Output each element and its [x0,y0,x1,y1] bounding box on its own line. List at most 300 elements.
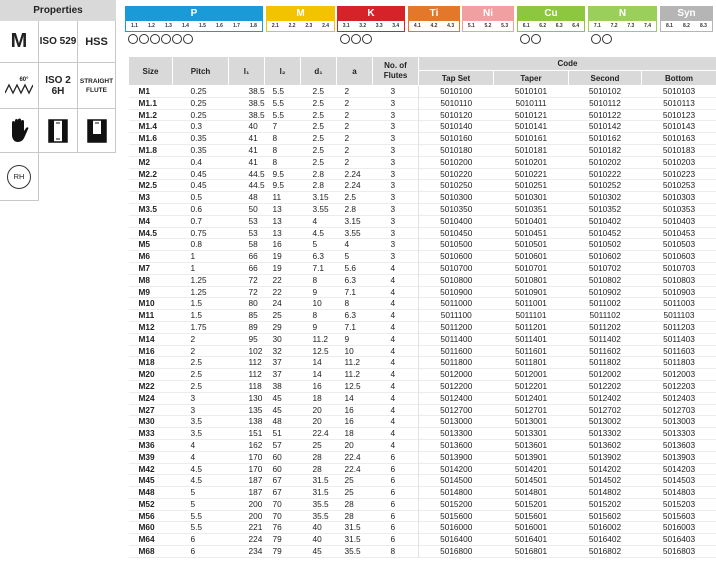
cell-tap-set: 5010180 [419,144,494,156]
cell-flutes: 6 [390,475,396,486]
cell-bottom: 5010453 [662,227,696,238]
subgroup: 2.2 [288,23,296,29]
cell-size: M1.8 [138,144,157,155]
right-hand-rotation-icon: RH [7,165,31,189]
cell-taper: 5011201 [515,321,547,332]
table-body [129,86,716,558]
cell-pitch: 4.5 [190,463,203,474]
subgroup: 6.1 [522,23,530,29]
material-subgroups-syn [660,20,713,32]
suitability-circle [351,34,361,44]
cell-flutes: 3 [390,86,396,96]
material-name: P [190,7,198,19]
cell-bottom: 5011803 [663,357,695,368]
cell-l1: 85 [248,310,258,321]
cell-size: M1.1 [138,97,157,108]
cell-flutes: 6 [390,522,396,533]
cell-l1: 102 [248,345,263,356]
cell-d1: 8 [312,274,318,285]
subgroup: 7.1 [593,23,601,29]
cell-flutes: 3 [390,227,396,238]
cell-pitch: 0.25 [190,86,207,96]
cell-bottom: 5016803 [662,546,696,557]
cell-l1: 44.5 [248,168,265,179]
cell-a: 4 [344,239,350,250]
cell-l2: 5.5 [272,97,285,108]
cell-tap-set: 5010450 [419,227,494,239]
cell-l2: 5.5 [272,86,285,96]
cell-second: 5010702 [588,262,622,273]
cell-a: 5.6 [344,262,357,273]
cell-l1: 130 [248,392,263,403]
cell-d1: 18 [312,392,322,403]
cell-a: 25 [344,487,354,498]
cell-second: 5014802 [588,487,622,498]
cell-l2: 67 [272,487,282,498]
subgroup: 4.1 [413,23,421,29]
cell-size: M45 [138,475,155,486]
table-row [129,463,716,475]
cell-pitch: 0.45 [190,180,207,191]
cell-d1: 10 [312,298,322,309]
cell-bottom: 5010903 [662,286,696,297]
cell-second: 5010902 [588,286,622,297]
cell-l1: 187 [248,487,263,498]
cell-l1: 200 [248,510,263,521]
cell-second: 5010162 [588,133,622,144]
table-row [129,534,716,546]
cell-pitch: 1 [190,262,196,273]
cell-bottom: 5012703 [662,404,696,415]
cell-pitch: 2.5 [190,380,203,391]
cell-size: M27 [138,404,155,415]
suitability-circle [128,34,138,44]
cell-d1: 4 [312,215,318,226]
cell-size: M1 [138,86,151,96]
tolerance-label: ISO 2 6H [39,63,78,109]
cell-bottom: 5013303 [662,428,696,439]
cell-a: 6.3 [344,310,357,321]
cell-size: M12 [138,321,155,332]
thread-profile-icon [5,83,33,95]
table-row [129,439,716,451]
cell-size: M2 [138,156,151,167]
subgroup: 3.3 [375,23,383,29]
cell-tap-set: 5013900 [419,451,494,463]
cell-l1: 112 [248,357,262,368]
cell-a: 35.5 [344,546,361,557]
cell-d1: 9 [312,321,318,332]
cell-l1: 221 [248,522,263,533]
cell-second: 5016002 [588,522,622,533]
suitability-circle [520,34,530,44]
cell-second: 5013902 [588,451,622,462]
cell-size: M14 [138,333,155,344]
cell-second: 5010502 [588,239,622,250]
cell-a: 12.5 [344,380,361,391]
cell-bottom: 5013003 [662,416,696,427]
cell-a: 28 [344,498,354,509]
cell-l1: 89 [248,321,258,332]
cell-size: M9 [138,286,151,297]
cell-bottom: 5011603 [663,345,695,356]
cell-bottom: 5010183 [662,144,696,155]
cell-flutes: 3 [390,215,396,226]
cell-size: M30 [138,416,155,427]
table-row [129,546,716,558]
cell-tap-set: 5010400 [419,215,494,227]
cell-tap-set: 5011200 [419,321,494,333]
cell-tap-set: 5011400 [419,333,494,345]
cell-taper: 5013901 [514,451,548,462]
cell-bottom: 5010203 [662,156,696,167]
material-subgroups-ti [408,20,460,32]
cell-pitch: 0.4 [190,156,203,167]
cell-l2: 79 [272,534,282,545]
cell-second: 5011202 [589,321,621,332]
cell-tap-set: 5016400 [419,534,494,546]
cell-taper: 5013301 [514,428,548,439]
cell-d1: 12.5 [312,345,329,356]
cell-tap-set: 5010500 [419,239,494,251]
flute-label: STRAIGHT FLUTE [78,63,116,109]
cell-pitch: 3.5 [190,416,203,427]
material-name: K [367,7,375,19]
cell-taper: 5010101 [514,86,548,96]
cell-a: 2.24 [344,180,361,191]
cell-l1: 187 [248,475,263,486]
table-row [129,192,716,204]
cell-a: 31.5 [344,522,361,533]
cell-pitch: 4 [190,451,196,462]
cell-d1: 16 [312,380,322,391]
table-row [129,251,716,263]
cell-d1: 14 [312,357,322,368]
cell-d1: 2.5 [312,144,325,155]
table-row [129,510,716,522]
cell-d1: 40 [312,534,322,545]
cell-bottom: 5010353 [662,203,696,214]
cell-flutes: 4 [390,310,396,321]
cell-tap-set: 5015600 [419,510,494,522]
cell-d1: 45 [312,546,322,557]
table-row [129,357,716,369]
cell-l1: 41 [248,144,258,155]
tap-size-table [128,56,716,558]
cell-tap-set: 5010350 [419,203,494,215]
cell-a: 2 [344,97,350,108]
cell-l2: 45 [272,404,282,415]
material-name: Ni [483,7,493,19]
cell-l1: 58 [248,239,258,250]
cell-a: 3.15 [344,215,361,226]
cell-taper: 5011601 [515,345,547,356]
cell-taper: 5015601 [514,510,548,521]
cell-l2: 45 [272,392,282,403]
cell-taper: 5010901 [514,286,548,297]
cell-tap-set: 5010110 [419,97,494,109]
cell-l1: 224 [248,534,263,545]
cell-tap-set: 5010900 [419,286,494,298]
suitability-circle [139,34,149,44]
cell-a: 2.8 [344,203,357,214]
cell-pitch: 6 [190,534,196,545]
cell-size: M24 [138,392,155,403]
cell-l2: 67 [272,475,282,486]
subgroup: 2.1 [271,23,279,29]
cell-size: M4 [138,215,151,226]
cell-size: M6 [138,251,151,262]
cell-size: M36 [138,439,155,450]
cell-size: M11 [138,310,155,321]
subgroup: 2.4 [322,23,330,29]
cell-pitch: 0.3 [190,121,203,132]
table-row [129,404,716,416]
cell-d1: 2.5 [312,156,325,167]
material-group-k [337,6,405,20]
cell-a: 2 [344,144,350,155]
cell-d1: 35.5 [312,510,329,521]
cell-a: 3.55 [344,227,361,238]
header-size: Size [129,57,173,86]
cell-flutes: 3 [390,251,396,262]
header-pitch: Pitch [173,57,229,86]
header-bottom: Bottom [642,71,716,86]
cell-a: 9 [344,333,350,344]
cell-second: 5010182 [588,144,622,155]
cell-taper: 5013601 [514,439,548,450]
cell-second: 5016402 [588,534,622,545]
cell-l2: 8 [272,133,278,144]
cell-flutes: 4 [390,345,396,356]
cell-size: M10 [138,298,155,309]
cell-a: 2 [344,121,350,132]
subgroup: 5.2 [484,23,492,29]
cell-size: M8 [138,274,151,285]
cell-d1: 6.3 [312,251,325,262]
cell-bottom: 5016403 [662,534,696,545]
header-l2: l₂ [265,57,301,86]
table-row [129,156,716,168]
cell-flutes: 4 [390,321,396,332]
table-row [129,109,716,121]
blind-hole-cell [78,109,116,153]
suitability-circle [340,34,350,44]
cell-flutes: 4 [390,298,396,309]
glove-icon [8,118,30,144]
subgroup: 7.4 [644,23,652,29]
suitability-circle [362,34,372,44]
cell-l2: 24 [272,298,282,309]
cell-tap-set: 5012000 [419,369,494,381]
cell-taper: 5010251 [514,180,548,191]
cell-pitch: 4.5 [190,475,203,486]
cell-taper: 5011801 [515,357,547,368]
cell-a: 28 [344,510,354,521]
cell-size: M2.5 [138,180,157,191]
cell-flutes: 6 [390,487,396,498]
cell-taper: 5012201 [514,380,548,391]
cell-tap-set: 5012200 [419,380,494,392]
cell-a: 8 [344,298,350,309]
cell-d1: 31.5 [312,487,329,498]
table-row [129,369,716,381]
cell-d1: 28 [312,463,322,474]
cell-d1: 11.2 [312,333,329,344]
cell-second: 5011602 [589,345,621,356]
header-a: a [337,57,373,86]
header-code: Code [419,57,716,71]
cell-l1: 118 [248,380,262,391]
table-row [129,451,716,463]
cell-bottom: 5010703 [662,262,696,273]
cell-l2: 22 [272,274,282,285]
cell-pitch: 2.5 [190,369,203,380]
cell-d1: 4.5 [312,227,325,238]
cell-l2: 9.5 [272,180,285,191]
cell-flutes: 4 [390,286,396,297]
suitability-circle [150,34,160,44]
cell-d1: 5 [312,239,318,250]
cell-l2: 29 [272,321,282,332]
cell-l2: 76 [272,522,282,533]
subgroup: 1.3 [165,23,172,29]
subgroup: 1.2 [148,23,155,29]
subgroup: 7.3 [627,23,635,29]
subgroup: 1.7 [233,23,240,29]
cell-bottom: 5015603 [662,510,696,521]
subgroup: 2.3 [305,23,313,29]
cell-l2: 51 [272,428,282,439]
cell-bottom: 5013903 [662,451,696,462]
cell-l1: 72 [248,286,258,297]
cell-flutes: 8 [390,546,396,557]
header-flutes: No. of Flutes [373,57,419,86]
cell-a: 11.2 [344,357,361,368]
cell-tap-set: 5013300 [419,428,494,440]
table-row [129,310,716,322]
cell-a: 7.1 [344,321,357,332]
cell-flutes: 3 [390,180,396,191]
cell-l2: 9.5 [272,168,285,179]
subgroup: 1.6 [216,23,223,29]
cell-flutes: 3 [390,133,396,144]
cell-l1: 234 [248,546,263,557]
cell-bottom: 5010103 [662,86,696,96]
cell-l2: 8 [272,156,278,167]
cell-l1: 162 [248,439,263,450]
header-second: Second [569,71,642,86]
cell-pitch: 5.5 [190,522,203,533]
cell-bottom: 5011103 [663,310,695,321]
table-row [129,345,716,357]
cell-pitch: 6 [190,546,196,557]
cell-d1: 28 [312,451,322,462]
cell-second: 5010252 [588,180,622,191]
cell-bottom: 5012403 [662,392,696,403]
cell-l2: 13 [272,227,282,238]
cell-tap-set: 5010800 [419,274,494,286]
cell-l1: 170 [248,451,263,462]
cell-pitch: 0.35 [190,133,207,144]
subgroup: 4.3 [447,23,455,29]
cell-pitch: 2.5 [190,357,203,368]
material-subgroups-p [125,20,263,32]
cell-taper: 5016401 [514,534,548,545]
cell-second: 5010102 [588,86,622,96]
cell-a: 2.5 [344,192,357,203]
cell-taper: 5010181 [514,144,548,155]
cell-second: 5011402 [589,333,621,344]
cell-flutes: 4 [390,428,396,439]
cell-second: 5015602 [588,510,622,521]
cell-second: 5013302 [588,428,622,439]
cell-taper: 5016001 [514,522,548,533]
cell-flutes: 3 [390,121,396,132]
cell-size: M7 [138,262,151,273]
cell-flutes: 6 [390,534,396,545]
subgroup: 1.1 [131,23,138,29]
cell-second: 5012002 [588,369,622,380]
cell-pitch: 0.6 [190,203,203,214]
cell-pitch: 5.5 [190,510,203,521]
material-subgroups-m [266,20,335,32]
cell-pitch: 0.75 [190,227,207,238]
cell-l1: 38.5 [248,86,265,96]
table-row [129,333,716,345]
cell-bottom: 5010303 [662,192,696,203]
cell-size: M2.2 [138,168,157,179]
cell-l1: 170 [248,463,263,474]
cell-d1: 35.5 [312,498,329,509]
cell-bottom: 5010253 [662,180,696,191]
cell-second: 5013002 [588,416,622,427]
table-row [129,416,716,428]
cell-bottom: 5012203 [662,380,696,391]
cell-a: 14 [344,392,354,403]
cell-flutes: 4 [390,369,396,380]
cell-size: M4.5 [138,227,157,238]
cell-bottom: 5010603 [662,251,696,262]
cell-pitch: 0.25 [190,109,207,120]
table-row [129,522,716,534]
cell-pitch: 1.25 [190,286,207,297]
header-tap-set: Tap Set [419,71,494,86]
cell-d1: 2.8 [312,180,325,191]
cell-l2: 48 [272,416,282,427]
blind-hole-icon [87,119,107,143]
cell-l2: 30 [272,333,282,344]
cell-flutes: 3 [390,97,396,108]
subgroup: 3.1 [342,23,350,29]
suitability-n [588,32,657,46]
cell-l1: 80 [248,298,258,309]
material-label: HSS [78,21,116,63]
cell-taper: 5012001 [514,369,548,380]
cell-taper: 5015201 [514,498,548,509]
table-row [129,144,716,156]
cell-second: 5010222 [588,168,622,179]
cell-a: 22.4 [344,451,361,462]
cell-pitch: 5 [190,487,196,498]
table-row [129,274,716,286]
cell-taper: 5014201 [514,463,548,474]
cell-tap-set: 5010300 [419,192,494,204]
cell-l1: 38.5 [248,97,265,108]
table-row [129,298,716,310]
cell-taper: 5010221 [514,168,548,179]
cell-flutes: 4 [390,380,396,391]
